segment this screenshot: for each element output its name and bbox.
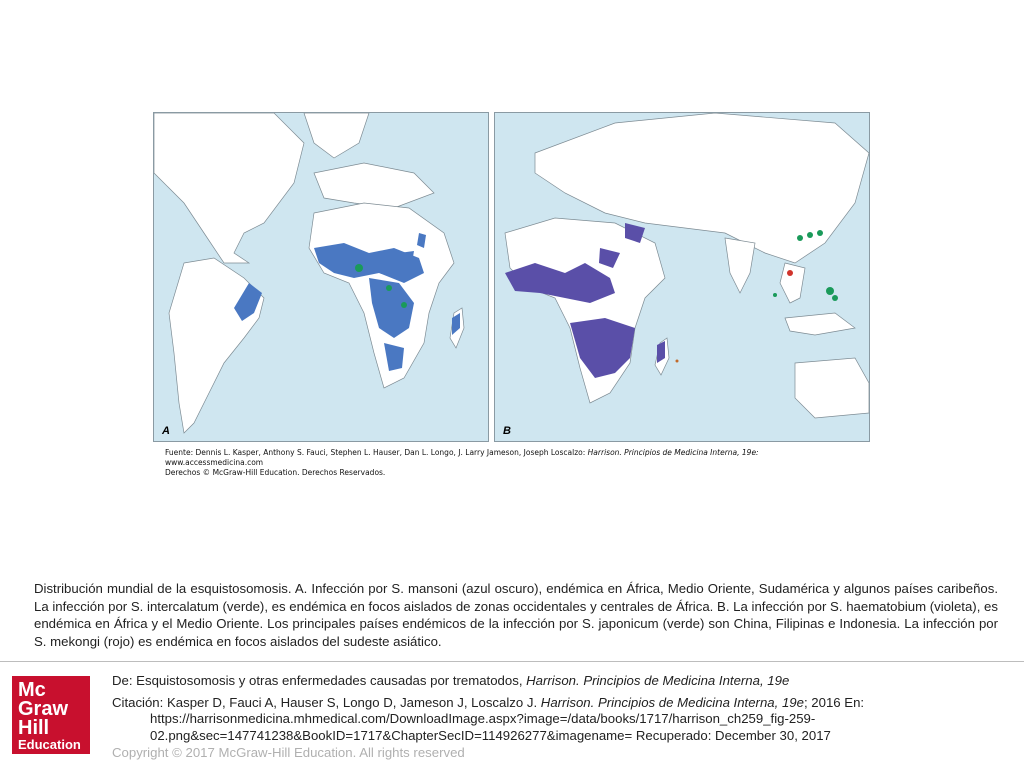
north-america-landmass — [154, 113, 304, 263]
mekongi-distribution — [787, 270, 793, 276]
indonesia-landmass — [785, 313, 855, 335]
source-book-title: Harrison. Principios de Medicina Interna, 19e: — [587, 448, 759, 457]
chapter-source — [112, 673, 789, 688]
figure-source-credit — [165, 448, 865, 478]
citation-url-line-1[interactable]: https://harrisonmedicina.mhmedical.com/DownloadImage.aspx?image=/data/books/1717/harrison_ch259_fig-259- — [150, 711, 816, 726]
schistosomiasis-map-figure — [153, 112, 869, 442]
source-rights: Derechos © McGraw-Hill Education. Derechos Reservados. — [165, 468, 386, 477]
mcgraw-hill-education-logo — [12, 676, 90, 754]
copyright-notice: Copyright © 2017 McGraw-Hill Education. All rights reserved — [112, 745, 465, 760]
footer-divider — [0, 661, 1024, 662]
chapter-title: De: Esquistosomosis y otras enfermedades causadas por trematodos, — [112, 673, 527, 688]
citation-line-1 — [112, 695, 864, 710]
citation-authors: Citación: Kasper D, Fauci A, Hauser S, Longo D, Jameson J, Loscalzo J. — [112, 695, 541, 710]
southeast-asia-landmass — [780, 263, 805, 303]
greenland-landmass — [304, 113, 369, 158]
source-url: www.accessmedicina.com — [165, 458, 264, 467]
citation-url-line-2[interactable]: 02.png&sec=147741238&BookID=1717&ChapterSecID=114926277&imagename= Recuperado: December 30, 2017 — [150, 728, 831, 743]
citation-book: Harrison. Principios de Medicina Interna, 19e — [540, 695, 804, 710]
logo-line-4: Education — [18, 737, 81, 752]
india-landmass — [725, 238, 755, 293]
map-b-svg — [495, 113, 869, 441]
figure-caption: Distribución mundial de la esquistosomosis. A. Infección por S. mansoni (azul oscuro), endémica en África, Medio Oriente, Sudamérica y algunos países caribeños. La infección por S. intercalatum (verde), es endémica en focos aislados de zonas occidentales y centrales de África. B. La infección por S. haematobium (violeta), es endémica en África y el Medio Oriente. Los principales países endémicos de la infección por S. japonicum (verde) son China, Filipinas e Indonesia. La infección por S. mekongi (rojo) es endémica en focos aislados del sudeste asiático. — [34, 581, 998, 649]
map-a-svg — [154, 113, 488, 441]
panel-b-label: B — [503, 425, 511, 437]
panel-a-label: A — [162, 425, 170, 437]
map-panel-a — [153, 112, 489, 442]
europe-landmass — [314, 163, 434, 208]
australia-landmass — [795, 358, 869, 418]
chapter-book: Harrison. Principios de Medicina Interna, 19e — [526, 673, 790, 688]
map-panel-b — [494, 112, 870, 442]
source-authors: Fuente: Dennis L. Kasper, Anthony S. Fauci, Stephen L. Hauser, Dan L. Longo, J. Larry Jameson, Joseph Loscalzo: — [165, 448, 588, 457]
logo-line-2: Graw — [18, 698, 69, 720]
citation-year: ; 2016 En: — [803, 695, 865, 710]
africa-landmass-b — [505, 218, 665, 403]
logo-line-3: Hill — [18, 717, 50, 739]
logo-line-1: Mc — [18, 679, 46, 701]
mauritius-dot — [676, 360, 679, 363]
source-line-1 — [165, 448, 865, 458]
